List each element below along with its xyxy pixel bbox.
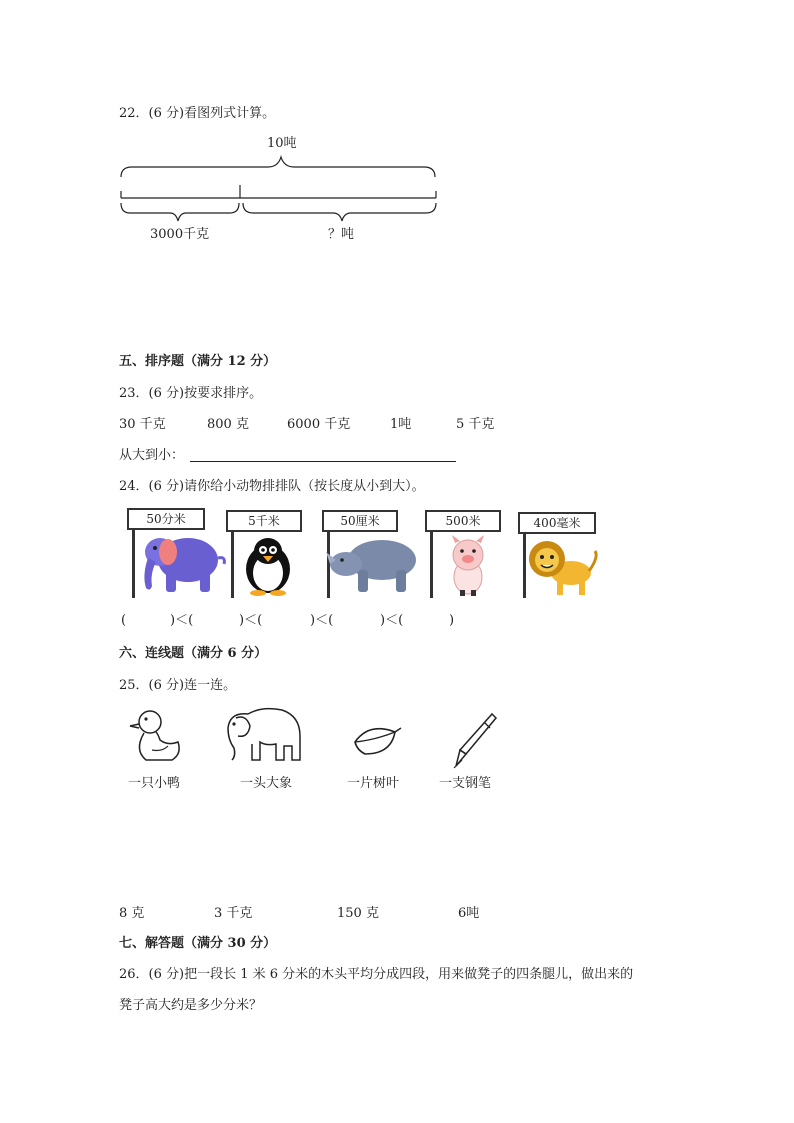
q23-item: 1吨 [390,417,412,432]
thing-label: 一支钢笔 [439,776,492,791]
q24-blank-open: ( [121,613,127,628]
sign-pole [523,534,526,598]
q23-answer-blank[interactable] [190,461,456,462]
penguin-icon [236,533,300,597]
sign-50dm: 50分米 [127,508,205,530]
elephant-icon [138,530,228,596]
sign-5km: 5千米 [226,510,302,532]
q24-blank-sep: )＜( [310,613,334,628]
sign-pole [132,530,135,598]
q24-blank-sep: )＜( [380,613,404,628]
q22-title: 22．(6 分)看图列式计算。 [119,106,276,121]
q23-item: 6000 千克 [287,417,351,432]
q24-blank-sep: )＜( [170,613,194,628]
weight-label: 6吨 [458,906,480,921]
pig-icon [440,533,496,597]
section6-heading: 六、连线题（满分 6 分） [119,646,268,661]
q24-blank-close: ) [449,613,455,628]
thing-label: 一只小鸭 [128,776,181,791]
sign-500m: 500米 [425,510,501,532]
q26-line2: 凳子高大约是多少分米？ [119,998,263,1013]
q23-item: 800 克 [207,417,249,432]
sign-pole [231,532,234,598]
q22-left-label: 3000千克 [150,227,210,242]
elephant-outline-icon [222,704,306,766]
thing-label: 一头大象 [240,776,293,791]
q23-answer-prompt: 从大到小： [119,448,185,463]
q25-title: 25．(6 分)连一连。 [119,678,237,693]
weight-label: 8 克 [119,906,145,921]
section5-heading: 五、排序题（满分 12 分） [119,354,277,369]
leaf-icon [351,720,403,760]
sign-50cm: 50厘米 [322,510,398,532]
q22-line-diagram [118,155,448,215]
q22-right-label: ？吨 [328,227,355,242]
pen-icon [450,710,498,770]
duck-icon [128,706,184,768]
q23-title: 23．(6 分)按要求排序。 [119,386,263,401]
q24-title: 24．(6 分)请你给小动物排排队（按长度从小到大）。 [119,479,425,494]
sign-400mm: 400毫米 [518,512,596,534]
rhino-icon [326,534,422,596]
q23-item: 5 千克 [456,417,495,432]
q26-line1: 26．(6 分)把一段长 1 米 6 分米的木头平均分成四段，用来做凳子的四条腿儿，做出来的 [119,967,634,982]
lion-icon [527,537,599,597]
q22-total-label: 10吨 [267,136,297,151]
section7-heading: 七、解答题（满分 30 分） [119,936,277,951]
q24-blank-sep: )＜( [239,613,263,628]
sign-pole [430,532,433,598]
thing-label: 一片树叶 [347,776,400,791]
weight-label: 3 千克 [214,906,253,921]
q23-item: 30 千克 [119,417,166,432]
weight-label: 150 克 [337,906,379,921]
